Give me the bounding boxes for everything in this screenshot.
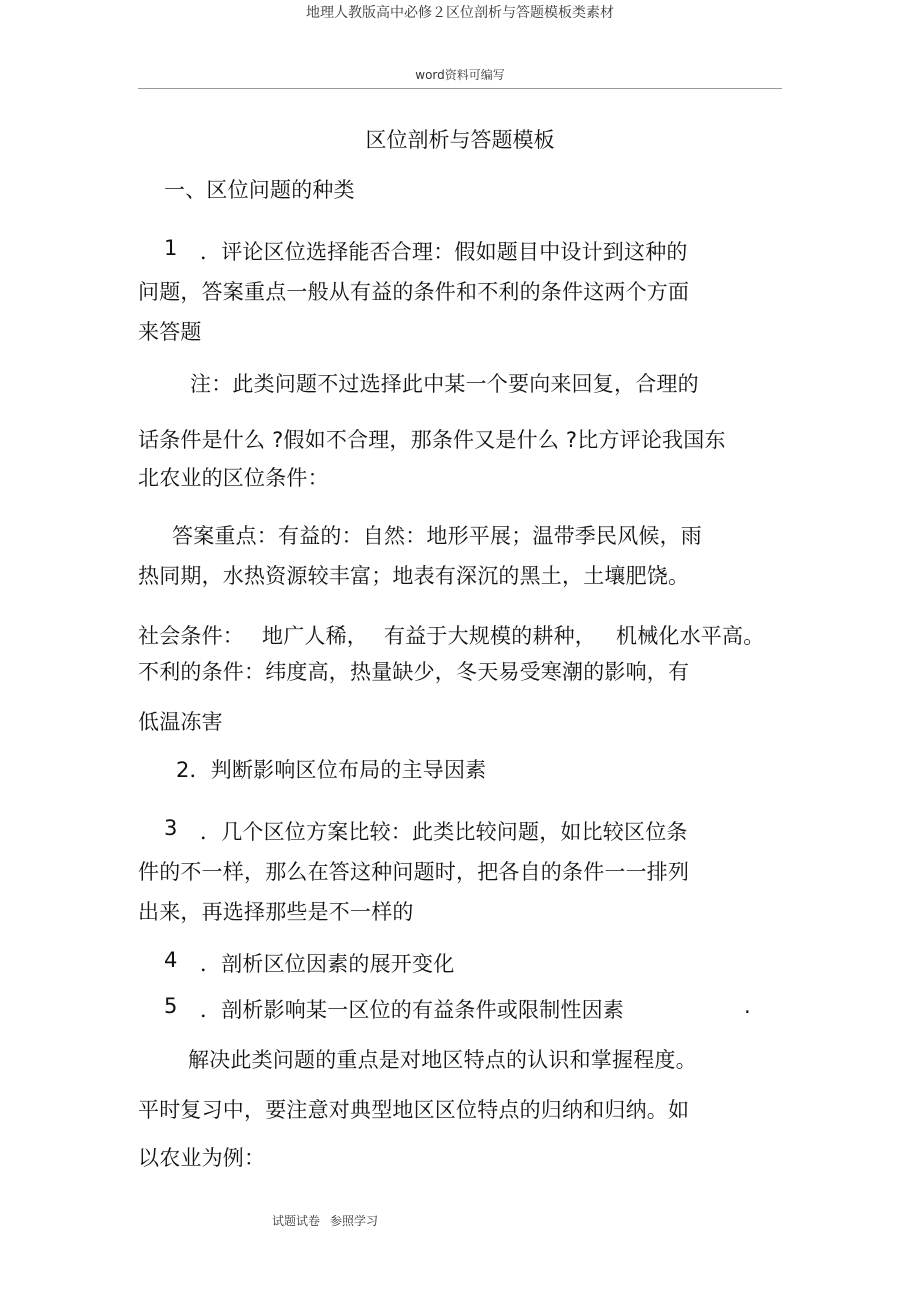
answer-line-1: 答案重点：有益的：自然：地形平展；温带季民风候，雨 (172, 524, 702, 548)
page-header-title: 地理人教版高中必修２区位剖析与答题模板类素材 (306, 5, 614, 21)
item-4: ．剖析区位因素的展开变化 (200, 952, 455, 976)
item-3-number: 3 (164, 816, 178, 840)
item-1-number: 1 (164, 236, 178, 260)
item-2: 2．判断影响区位布局的主导因素 (176, 758, 487, 782)
item-1-line-1: ．评论区位选择能否合理：假如题目中设计到这种的 (200, 240, 688, 264)
page-footer (272, 1212, 378, 1229)
footer-left-text: 试题试卷 (272, 1214, 321, 1228)
social-part-3: 机械化水平高。 (616, 624, 765, 648)
social-label: 社会条件： (138, 624, 244, 648)
solution-line-2: 平时复习中，要注意对典型地区区位特点的归纳和归纳。如 (138, 1098, 690, 1122)
item-1-line-3: 来答题 (138, 320, 202, 344)
footer-right-text: 参照学习 (330, 1214, 379, 1228)
note-line-2: 话条件是什么 ?假如不合理，那条件又是什么 ?比方评论我国东 (138, 428, 726, 452)
solution-line-3: 以农业为例： (138, 1146, 266, 1170)
item-4-number: 4 (164, 948, 178, 972)
item-3-line-1: ．几个区位方案比较：此类比较问题，如比较区位条 (200, 820, 688, 844)
note-line-1: 注：此类问题不过选择此中某一个要向来回复，合理的 (190, 372, 699, 396)
item-1-line-2: 问题，答案重点一般从有益的条件和不利的条件这两个方面 (138, 280, 690, 304)
social-part-1: 地广人稀， (262, 624, 368, 648)
section-heading: 一、区位问题的种类 (164, 178, 355, 202)
item-3-line-3: 出来，再选择那些是不一样的 (138, 900, 414, 924)
disadvantage-line-2: 低温冻害 (138, 710, 223, 734)
item-5-period: . (744, 994, 751, 1018)
item-5-number: 5 (164, 994, 178, 1018)
solution-line-1: 解决此类问题的重点是对地区特点的认识和掌握程度。 (188, 1048, 697, 1072)
social-part-2: 有益于大规模的耕种， (384, 624, 596, 648)
answer-line-2: 热同期，水热资源较丰富；地表有深沉的黑土，土壤肥饶。 (138, 564, 690, 588)
page-header-subtitle: word资料可编写 (415, 68, 505, 82)
document-title: 区位剖析与答题模板 (365, 128, 555, 152)
header-divider (138, 88, 782, 89)
disadvantage-line-1: 不利的条件：纬度高，热量缺少，冬天易受寒潮的影响，有 (138, 660, 690, 684)
item-3-line-2: 件的不一样，那么在答这种问题时，把各自的条件一一排列 (138, 860, 690, 884)
item-5: ．剖析影响某一区位的有益条件或限制性因素 (200, 998, 624, 1022)
note-line-3: 北农业的区位条件： (138, 466, 329, 490)
